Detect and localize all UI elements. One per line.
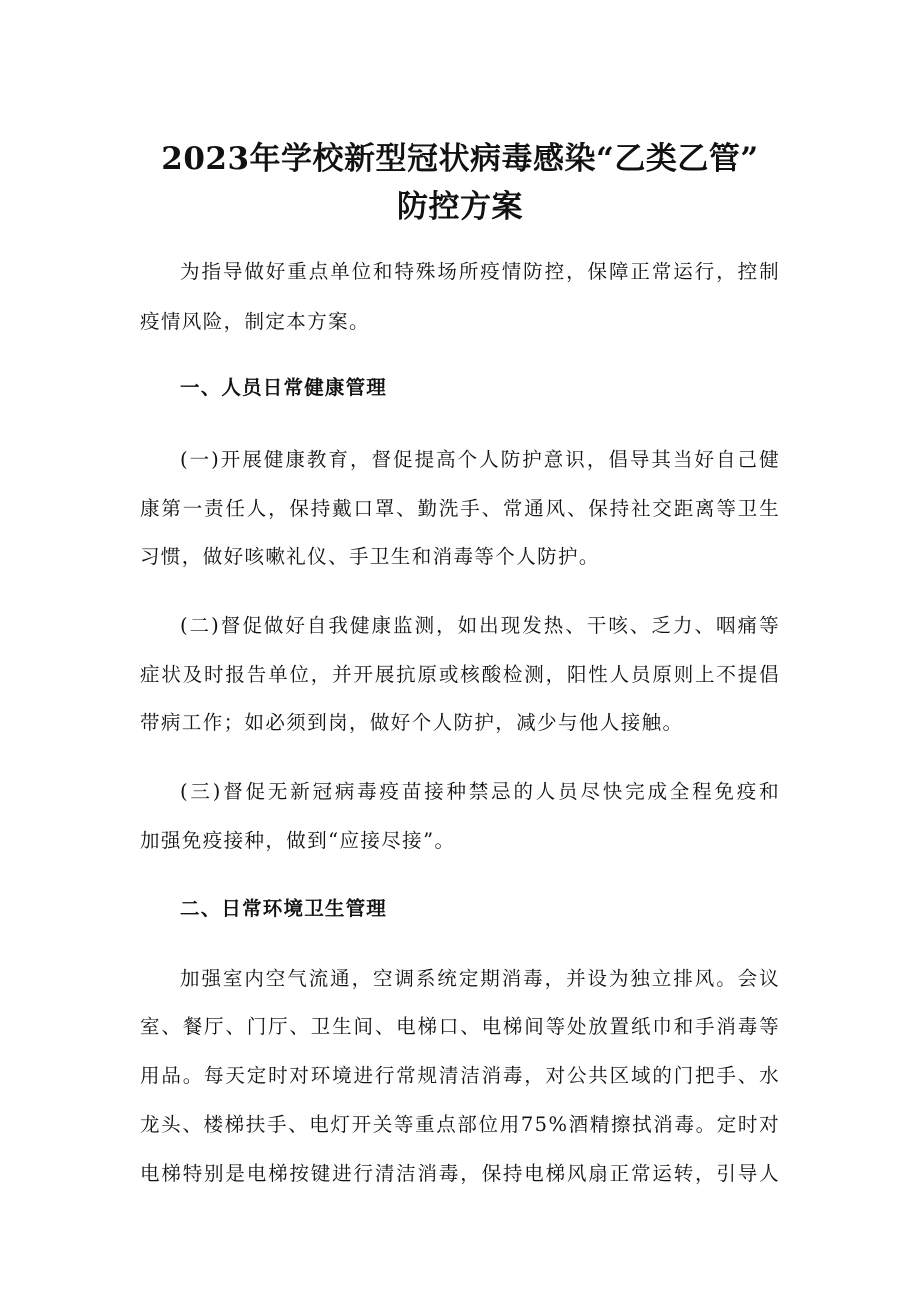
paragraph-line: 疫情风险，制定本方案。 [140,310,370,333]
paragraph-line: 为指导做好重点单位和特殊场所疫情防控，保障正常运行，控制 [180,260,780,283]
paragraph-line: (二)督促做好自我健康监测，如出现发热、干咳、乏力、咽痛等 [180,614,780,637]
paragraph-line: 加强室内空气流通，空调系统定期消毒，并设为独立排风。会议 [180,967,780,990]
paragraph-line: 习惯，做好咳嗽礼仪、手卫生和消毒等个人防护。 [140,545,600,568]
document-title-line-1: 2023年学校新型冠状病毒感染“乙类乙管” [161,141,759,177]
section-heading-2: 二、日常环境卫生管理 [180,897,388,920]
paragraph-line: 带病工作；如必须到岗，做好个人防护，减少与他人接触。 [140,711,684,734]
paragraph-line: 加强免疫接种，做到“应接尽接”。 [140,829,456,852]
document-title-line-2: 防控方案 [397,189,523,225]
paragraph-line: (三)督促无新冠病毒疫苗接种禁忌的人员尽快完成全程免疫和 [180,780,780,803]
paragraph-line: 康第一责任人，保持戴口罩、勤洗手、常通风、保持社交距离等卫生 [140,497,780,520]
paragraph-line: 电梯特别是电梯按键进行清洁消毒，保持电梯风扇正常运转，引导人 [140,1162,780,1185]
paragraph-line: (一)开展健康教育，督促提高个人防护意识，倡导其当好自己健 [180,448,780,471]
paragraph-line: 室、餐厅、门厅、卫生间、电梯口、电梯间等处放置纸巾和手消毒等 [140,1015,780,1038]
section-heading-1: 一、人员日常健康管理 [180,376,388,399]
paragraph-line: 用品。每天定时对环境进行常规清洁消毒，对公共区域的门把手、水 [140,1064,780,1087]
paragraph-line: 症状及时报告单位，并开展抗原或核酸检测，阳性人员原则上不提倡 [140,663,780,686]
paragraph-line: 龙头、楼梯扶手、电灯开关等重点部位用75%酒精擦拭消毒。定时对 [140,1113,780,1136]
